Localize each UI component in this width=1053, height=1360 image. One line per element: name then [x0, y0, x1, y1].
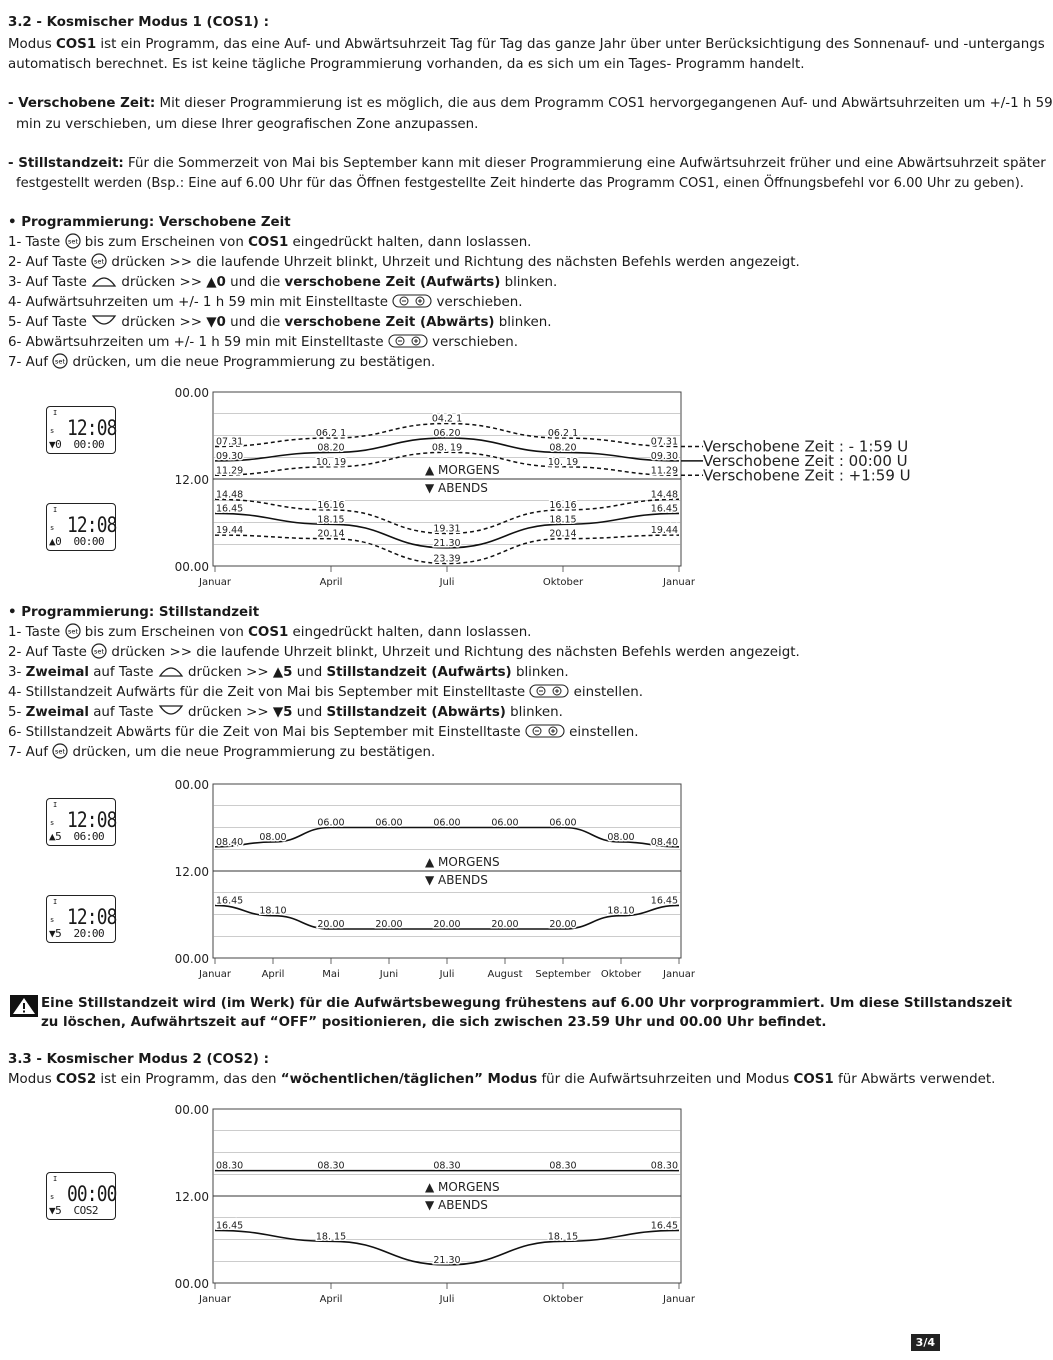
- morning-label: ▲ MORGENS: [425, 855, 500, 869]
- data-label: 16.45: [216, 895, 244, 907]
- evening-label: ▼ ABENDS: [425, 481, 488, 495]
- y-tick-label: 12.00: [174, 865, 209, 879]
- data-label: 08.30: [317, 1160, 345, 1172]
- data-label: 10. 19: [315, 456, 347, 468]
- x-tick-label: Juni: [379, 969, 399, 980]
- legend-label: Verschobene Zeit : - 1:59 U: [703, 437, 909, 456]
- lcd-indicator: s: [50, 427, 55, 435]
- data-label: 08.30: [433, 1160, 461, 1172]
- lcd-indicator: s: [50, 916, 55, 924]
- data-label: 23.39: [433, 553, 461, 565]
- data-label: 14.48: [650, 489, 678, 501]
- data-label: 06.00: [491, 817, 519, 829]
- cos1-intro-line2: automatisch berechnet. Es ist keine tägliche Programmierung vorhanden, da es sich um ein Tages- Programm handelt.: [8, 57, 805, 72]
- section-3-3-heading: 3.3 - Kosmischer Modus 2 (COS2) :: [8, 1052, 269, 1067]
- evening-label: ▼ ABENDS: [425, 873, 488, 887]
- x-tick-label: April: [319, 1294, 343, 1305]
- lcd-bottom-line: ▲0 00:00: [49, 535, 105, 548]
- x-tick-label: April: [261, 969, 285, 980]
- data-label: 19.44: [216, 525, 244, 537]
- data-label: 08.40: [650, 836, 678, 848]
- adjust-minus-plus-icon: [392, 293, 432, 309]
- data-label: 20.14: [317, 528, 345, 540]
- x-tick-label: September: [535, 969, 591, 980]
- data-label: 06.00: [433, 817, 461, 829]
- x-tick-label: Januar: [663, 577, 695, 588]
- verschobene-zeit-line2: min zu verschieben, um diese Ihrer geografischen Zone anzupassen.: [16, 117, 479, 132]
- prog1-step4: 4- Aufwärtsuhrzeiten um +/- 1 h 59 min mit Einstelltaste verschieben.: [8, 295, 523, 310]
- data-label: 08.30: [216, 1160, 244, 1172]
- data-label: 14.48: [216, 489, 244, 501]
- prog1-step1: 1- Taste bis zum Erscheinen von COS1 eingedrückt halten, dann loslassen.: [8, 235, 532, 250]
- data-label: 06.2 1: [547, 428, 579, 440]
- data-label: 06.2 1: [315, 428, 347, 440]
- data-label: 18.10: [607, 905, 635, 917]
- x-tick-label: Januar: [199, 577, 231, 588]
- section-3-2-heading: 3.2 - Kosmischer Modus 1 (COS1) :: [8, 15, 269, 30]
- data-label: 16.45: [216, 1220, 244, 1232]
- lcd-bottom-line: ▼5 20:00: [49, 927, 105, 940]
- data-label: 21.30: [433, 1254, 461, 1266]
- prog2-step5: 5- Zweimal auf Taste drücken >> ▼5 und Stillstandzeit (Abwärts) blinken.: [8, 705, 563, 720]
- x-tick-label: Januar: [663, 969, 695, 980]
- up-arrow-key-icon: [91, 273, 117, 289]
- lcd-indicator: s: [50, 524, 55, 532]
- x-tick-label: Oktober: [542, 1294, 584, 1305]
- lcd-indicator: I: [53, 506, 58, 514]
- stillstandzeit-line1: - Stillstandzeit: Für die Sommerzeit von Mai bis September kann mit dieser Programmierung eine Aufwärtsuhrzeit früher und eine Abwärtsuhrzeit später: [8, 156, 1046, 171]
- warning-text-line1: Eine Stillstandzeit wird (im Werk) für die Aufwärtsbewegung frühestens auf 6.00 Uhr vorprogrammiert. Um diese Stillstandszeit: [41, 996, 1013, 1011]
- data-label: 16.16: [317, 499, 345, 511]
- data-label: 04.2 1: [431, 413, 463, 425]
- prog1-step7: 7- Auf drücken, um die neue Programmierung zu bestätigen.: [8, 355, 436, 370]
- data-label: 06.00: [549, 817, 577, 829]
- x-tick-label: Januar: [663, 1294, 695, 1305]
- data-label: 20.00: [549, 919, 577, 930]
- data-label: 08. 19: [431, 442, 463, 454]
- data-label: 19.44: [650, 525, 678, 537]
- x-tick-label: Juli: [439, 1294, 455, 1305]
- data-label: 16.45: [650, 895, 678, 907]
- x-tick-label: August: [487, 969, 523, 980]
- data-label: 16.45: [650, 503, 678, 515]
- x-tick-label: April: [319, 577, 343, 588]
- lcd-time: 00:00: [67, 1182, 117, 1206]
- y-tick-label: 12.00: [174, 473, 209, 487]
- chart-stillstandzeit: [0, 772, 950, 987]
- prog2-step2: 2- Auf Taste drücken >> die laufende Uhrzeit blinkt, Uhrzeit und Richtung des nächsten Befehls werden angezeigt.: [8, 645, 800, 660]
- prog2-step3: 3- Zweimal auf Taste drücken >> ▲5 und Stillstandzeit (Aufwärts) blinken.: [8, 665, 569, 680]
- data-label: 08.00: [259, 832, 287, 843]
- y-tick-label: 12.00: [174, 1190, 209, 1204]
- adjust-minus-plus-icon: [529, 683, 569, 699]
- lcd-bottom-line: ▲5 06:00: [49, 830, 105, 843]
- lcd-bottom-line: ▼5 COS2: [49, 1204, 98, 1217]
- data-label: 16.45: [216, 503, 244, 515]
- data-label: 08.20: [317, 442, 345, 454]
- y-tick-label: 00.00: [174, 1277, 209, 1291]
- prog1-step3: 3- Auf Taste drücken >> ▲0 und die verschobene Zeit (Aufwärts) blinken.: [8, 275, 558, 290]
- page-number: 3/4: [911, 1334, 940, 1351]
- data-label: 08.30: [650, 1160, 678, 1172]
- data-label: 10. 19: [547, 456, 579, 468]
- data-label: 07.31: [216, 436, 244, 448]
- data-label: 18. 15: [547, 1231, 579, 1243]
- warning-text-line2: zu löschen, Aufwährtszeit auf “OFF” positionieren, die sich zwischen 23.59 Uhr und 00.00 Uhr befindet.: [41, 1015, 827, 1030]
- adjust-minus-plus-icon: [388, 333, 428, 349]
- lcd-indicator: I: [53, 1175, 58, 1183]
- data-label: 21.30: [433, 537, 461, 549]
- lcd-time: 12:08: [67, 808, 117, 832]
- set-button-icon: [65, 233, 81, 249]
- prog2-step1: 1- Taste bis zum Erscheinen von COS1 eingedrückt halten, dann loslassen.: [8, 625, 532, 640]
- prog1-step5: 5- Auf Taste drücken >> ▼0 und die verschobene Zeit (Abwärts) blinken.: [8, 315, 552, 330]
- data-label: 08.20: [549, 442, 577, 454]
- set-button-icon: [91, 253, 107, 269]
- data-label: 08.40: [216, 836, 244, 848]
- data-label: 06.20: [433, 427, 461, 439]
- y-tick-label: 00.00: [174, 1103, 209, 1117]
- verschobene-zeit-line1: - Verschobene Zeit: Mit dieser Programmierung ist es möglich, die aus dem Programm COS1 hervorgegangenen Auf- und Abwärtsuhrzeiten um +/-1 h 59: [8, 96, 1053, 111]
- legend-label: Verschobene Zeit : 00:00 U: [703, 451, 908, 470]
- lcd-time: 12:08: [67, 416, 117, 440]
- chart-cos2: [0, 1098, 950, 1313]
- data-label: 20.14: [549, 528, 577, 540]
- down-arrow-key-icon: [158, 703, 184, 719]
- data-label: 08.00: [607, 832, 635, 843]
- legend-label: Verschobene Zeit : +1:59 U: [703, 466, 911, 485]
- data-label: 09.30: [216, 450, 244, 462]
- data-label: 06.00: [317, 817, 345, 829]
- adjust-minus-plus-icon: [525, 723, 565, 739]
- lcd-bottom-line: ▼0 00:00: [49, 438, 105, 451]
- prog2-step4: 4- Stillstandzeit Aufwärts für die Zeit von Mai bis September mit Einstelltaste einstellen.: [8, 685, 643, 700]
- warning-triangle-icon: [10, 995, 38, 1017]
- data-label: 18.15: [549, 514, 577, 526]
- prog2-step6: 6- Stillstandzeit Abwärts für die Zeit von Mai bis September mit Einstelltaste einstellen.: [8, 725, 639, 740]
- stillstandzeit-line2: festgestellt werden (Bsp.: Eine auf 6.00 Uhr für das Öffnen festgestellte Zeit hinderte das Programm COS1, einen Öffnungsbefehl vor 6.00 Uhr zu geben).: [16, 176, 1024, 191]
- data-label: 06.00: [375, 817, 403, 829]
- chart-verschobene-zeit: [0, 380, 950, 595]
- lcd-indicator: I: [53, 409, 58, 417]
- lcd-time: 12:08: [67, 905, 117, 929]
- lcd-time: 12:08: [67, 513, 117, 537]
- x-tick-label: Januar: [199, 1294, 231, 1305]
- x-tick-label: Juli: [439, 577, 455, 588]
- y-tick-label: 00.00: [174, 560, 209, 574]
- set-button-icon: [52, 353, 68, 369]
- x-tick-label: Oktober: [542, 577, 584, 588]
- y-tick-label: 00.00: [174, 952, 209, 966]
- data-label: 16.16: [549, 499, 577, 511]
- prog-verschobene-zeit-title: • Programmierung: Verschobene Zeit: [8, 215, 291, 230]
- evening-label: ▼ ABENDS: [425, 1198, 488, 1212]
- prog2-step7: 7- Auf drücken, um die neue Programmierung zu bestätigen.: [8, 745, 436, 760]
- cos2-intro: Modus COS2 ist ein Programm, das den “wöchentlichen/täglichen” Modus für die Aufwärtsuhrzeiten und Modus COS1 für Abwärts verwendet.: [8, 1072, 996, 1087]
- x-tick-label: Juli: [439, 969, 455, 980]
- prog-stillstandzeit-title: • Programmierung: Stillstandzeit: [8, 605, 260, 620]
- data-label: 16.45: [650, 1220, 678, 1232]
- lcd-indicator: I: [53, 801, 58, 809]
- y-tick-label: 00.00: [174, 778, 209, 792]
- data-label: 08.30: [549, 1160, 577, 1172]
- prog1-step6: 6- Abwärtsuhrzeiten um +/- 1 h 59 min mit Einstelltaste verschieben.: [8, 335, 519, 350]
- x-tick-label: Januar: [199, 969, 231, 980]
- lcd-indicator: s: [50, 1193, 55, 1201]
- lcd-indicator: I: [53, 898, 58, 906]
- data-label: 20.00: [491, 919, 519, 930]
- set-button-icon: [65, 623, 81, 639]
- set-button-icon: [91, 643, 107, 659]
- morning-label: ▲ MORGENS: [425, 463, 500, 477]
- data-label: 11.29: [216, 465, 244, 477]
- set-button-icon: [52, 743, 68, 759]
- up-arrow-key-icon: [158, 663, 184, 679]
- down-arrow-key-icon: [91, 313, 117, 329]
- x-tick-label: Oktober: [600, 969, 642, 980]
- lcd-indicator: s: [50, 819, 55, 827]
- data-label: 20.00: [433, 919, 461, 930]
- data-label: 07.31: [650, 436, 678, 448]
- morning-label: ▲ MORGENS: [425, 1180, 500, 1194]
- data-label: 20.00: [375, 919, 403, 930]
- data-label: 20.00: [317, 919, 345, 930]
- y-tick-label: 00.00: [174, 386, 209, 400]
- data-label: 18.10: [259, 905, 287, 917]
- data-label: 18. 15: [315, 1231, 347, 1243]
- data-label: 19.31: [433, 523, 461, 535]
- cos1-intro-line1: Modus COS1 ist ein Programm, das eine Auf- und Abwärtsuhrzeit Tag für Tag das ganze Jahr über unter Berücksichtigung des Sonnenauf- und -untergangs: [8, 37, 1045, 52]
- data-label: 11.29: [650, 465, 678, 477]
- x-tick-label: Mai: [322, 969, 340, 980]
- data-label: 09.30: [650, 450, 678, 462]
- prog1-step2: 2- Auf Taste drücken >> die laufende Uhrzeit blinkt, Uhrzeit und Richtung des nächsten Befehls werden angezeigt.: [8, 255, 800, 270]
- data-label: 18.15: [317, 514, 345, 526]
